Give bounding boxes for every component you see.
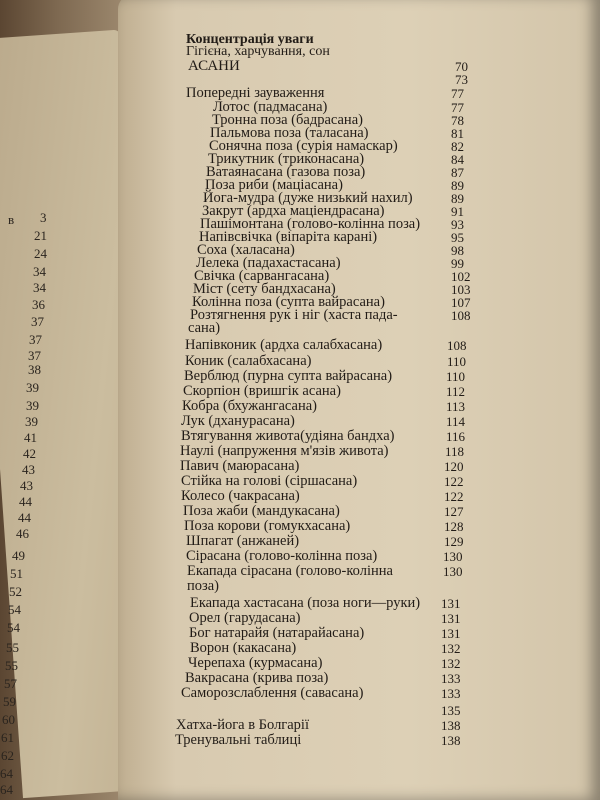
toc-entry-title: Трикутник (триконасана) <box>208 151 365 167</box>
toc-entry-title: Лук (дханурасана) <box>181 413 295 429</box>
left-page-number: 62 <box>1 748 14 763</box>
toc-entry-page: 131 <box>441 611 461 626</box>
toc-heading-line: Концентрація уваги <box>186 32 314 47</box>
left-page-number: 38 <box>28 362 41 377</box>
toc-entry-page: 98 <box>451 243 464 258</box>
toc-entry-title: поза) <box>187 578 220 594</box>
toc-entry-page: 95 <box>451 230 464 245</box>
toc-entry-title: Наулі (напруження м'язів живота) <box>180 443 389 459</box>
left-page-number: 39 <box>26 380 39 395</box>
left-page-number: 34 <box>33 280 46 295</box>
toc-entry-title: Свічка (сарвангасана) <box>194 268 330 284</box>
toc-entry-title: Черепаха (курмасана) <box>188 655 323 671</box>
left-page-number: 42 <box>23 446 36 461</box>
toc-entry-title: Сірасана (голово-колінна поза) <box>186 548 378 564</box>
left-page-number: 55 <box>6 640 19 655</box>
toc-entry-page: 70 <box>455 59 468 74</box>
toc-entry-title: Лотос (падмасана) <box>213 99 328 115</box>
left-page-number: 34 <box>33 264 46 279</box>
toc-entry-title: Хатха-йога в Болгарії <box>176 717 309 733</box>
toc-entry-title: Соха (халасана) <box>197 242 295 258</box>
toc-entry-page: 91 <box>451 204 464 219</box>
toc-entry-page: 138 <box>441 733 461 748</box>
left-page-number: 64 <box>0 782 13 797</box>
toc-entry-page: 89 <box>451 191 464 206</box>
left-page-number: 21 <box>34 228 47 243</box>
toc-entry-title: Напівсвічка (віпаріта карані) <box>199 229 378 245</box>
toc-entry-page: 81 <box>451 126 464 141</box>
toc-entry-page: 108 <box>447 338 467 353</box>
toc-entry-title: Напівконик (ардха салабхасана) <box>185 337 383 353</box>
section-title: АСАНИ <box>188 58 240 74</box>
toc-entry-page: 122 <box>444 474 464 489</box>
toc-entry-title: Вакрасана (крива поза) <box>185 670 329 686</box>
toc-entry-page: 77 <box>451 100 464 115</box>
toc-entry-title: Бог натарайя (натарайасана) <box>189 625 365 641</box>
left-page-number: 59 <box>3 694 16 709</box>
toc-entry-page: 113 <box>446 399 466 414</box>
left-page-number: 36 <box>32 297 45 312</box>
left-page-marker: в <box>8 212 15 227</box>
toc-entry-page: 84 <box>451 152 464 167</box>
toc-entry-page: 89 <box>451 178 464 193</box>
left-page-number: 60 <box>2 712 15 727</box>
toc-entry-title: сана) <box>188 320 221 336</box>
left-page-number: 61 <box>1 730 14 745</box>
toc-entry-title: Коник (салабхасана) <box>185 353 312 369</box>
left-page-number: 64 <box>0 766 13 781</box>
toc-heading-line: Гігієна, харчування, сон <box>186 44 330 59</box>
toc-entry-title: Екапада сірасана (голово-колінна <box>187 563 393 579</box>
toc-entry-title: Верблюд (пурна супта вайрасана) <box>184 368 393 384</box>
left-page-number: 43 <box>22 462 35 477</box>
toc-entry-title: Закрут (ардха маціендрасана) <box>202 203 385 219</box>
left-page-number: 51 <box>10 566 23 581</box>
toc-entry-title: Тронна поза (бадрасана) <box>212 112 363 128</box>
toc-entry-page: 131 <box>441 596 461 611</box>
toc-entry-page: 120 <box>444 459 464 474</box>
toc-entry-title: Втягування живота(удіяна бандха) <box>181 428 395 444</box>
toc-entry-page: 130 <box>443 564 463 579</box>
toc-entry-title: Шпагат (анжаней) <box>186 533 300 549</box>
toc-entry-title: Йога-мудра (дуже низький нахил) <box>203 190 413 206</box>
toc-entry-page: 103 <box>451 282 471 297</box>
toc-entry-page: 78 <box>451 113 464 128</box>
toc-entry-page: 99 <box>451 256 464 271</box>
left-page-number: 24 <box>34 246 47 261</box>
left-page-number: 54 <box>8 602 21 617</box>
toc-entry-title: Павич (маюрасана) <box>180 458 300 474</box>
toc-entry-page: 135 <box>441 703 461 718</box>
left-page-number: 49 <box>12 548 25 563</box>
toc-entry-page: 107 <box>451 295 471 310</box>
left-page-number: 52 <box>9 584 22 599</box>
toc-entry-title: Пашімонтана (голово-колінна поза) <box>200 216 421 232</box>
left-page-number: 3 <box>40 210 47 225</box>
toc-entry-page: 128 <box>444 519 464 534</box>
toc-entry-page: 133 <box>441 686 461 701</box>
toc-entry-page: 73 <box>455 72 468 87</box>
toc-entry-title: Поза корови (гомукхасана) <box>184 518 351 534</box>
toc-entry-page: 114 <box>446 414 466 429</box>
left-page-number: 55 <box>5 658 18 673</box>
toc-entry-page: 132 <box>441 641 461 656</box>
left-page-number: 46 <box>16 526 29 541</box>
toc-entry-title: Колінна поза (супта вайрасана) <box>192 294 385 310</box>
toc-entry-page: 110 <box>446 369 466 384</box>
left-page-number: 39 <box>26 398 39 413</box>
toc-entry-title: Саморозслаблення (савасана) <box>181 685 364 701</box>
toc-entry-title: Попередні зауваження <box>186 85 325 101</box>
left-page-number: 39 <box>25 414 38 429</box>
toc-entry-title: Лелека (падахастасана) <box>196 255 341 271</box>
toc-entry-title: Пальмова поза (таласана) <box>210 125 369 141</box>
toc-entry-page: 110 <box>447 354 467 369</box>
toc-entry-title: Скорпіон (вришгік асана) <box>183 383 341 399</box>
toc-entry-page: 93 <box>451 217 464 232</box>
toc-entry-page: 122 <box>444 489 464 504</box>
toc-entry-title: Тренувальні таблиці <box>175 732 302 748</box>
left-page-number: 43 <box>20 478 33 493</box>
toc-entry-page: 112 <box>446 384 466 399</box>
toc-entry-page: 118 <box>445 444 465 459</box>
left-page-number: 57 <box>4 676 17 691</box>
toc-entry-title: Колесо (чакрасана) <box>181 488 300 504</box>
left-page-number: 37 <box>31 314 44 329</box>
toc-entry-page: 116 <box>446 429 466 444</box>
left-page-number: 37 <box>29 332 42 347</box>
toc-entry-page: 108 <box>451 308 471 323</box>
toc-entry-page: 130 <box>443 549 463 564</box>
left-page-number: 41 <box>24 430 37 445</box>
toc-entry-title: Ворон (какасана) <box>190 640 297 656</box>
toc-entry-page: 129 <box>444 534 464 549</box>
toc-entry-title: Міст (сету бандхасана) <box>193 281 336 297</box>
toc-entry-page: 77 <box>451 86 464 101</box>
toc-entry-title: Екапада хастасана (поза ноги—руки) <box>190 595 421 611</box>
toc-entry-page: 82 <box>451 139 464 154</box>
toc-entry-page: 127 <box>444 504 464 519</box>
toc-entry-page: 132 <box>441 656 461 671</box>
toc-entry-title: Стійка на голові (сіршасана) <box>181 473 358 489</box>
toc-entry-title: Кобра (бхужангасана) <box>182 398 317 414</box>
toc-entry-title: Орел (гарудасана) <box>189 610 301 626</box>
left-page-number: 44 <box>19 494 32 509</box>
left-page-number: 54 <box>7 620 20 635</box>
toc-entry-page: 133 <box>441 671 461 686</box>
toc-entry-page: 102 <box>451 269 471 284</box>
toc-entry-title: Сонячна поза (сурія намаскар) <box>209 138 398 154</box>
left-page-number: 44 <box>18 510 31 525</box>
toc-entry-title: Розтягнення рук і ніг (хаста пада- <box>190 307 398 323</box>
toc-entry-page: 87 <box>451 165 464 180</box>
toc-entry-page: 138 <box>441 718 461 733</box>
toc-entry-page: 131 <box>441 626 461 641</box>
toc-entry-title: Поза жаби (мандукасана) <box>183 503 340 519</box>
left-page-number: 37 <box>28 348 41 363</box>
toc-entry-title: Поза риби (мацiасана) <box>205 177 343 193</box>
toc-entry-title: Ватаянасана (газова поза) <box>206 164 366 180</box>
